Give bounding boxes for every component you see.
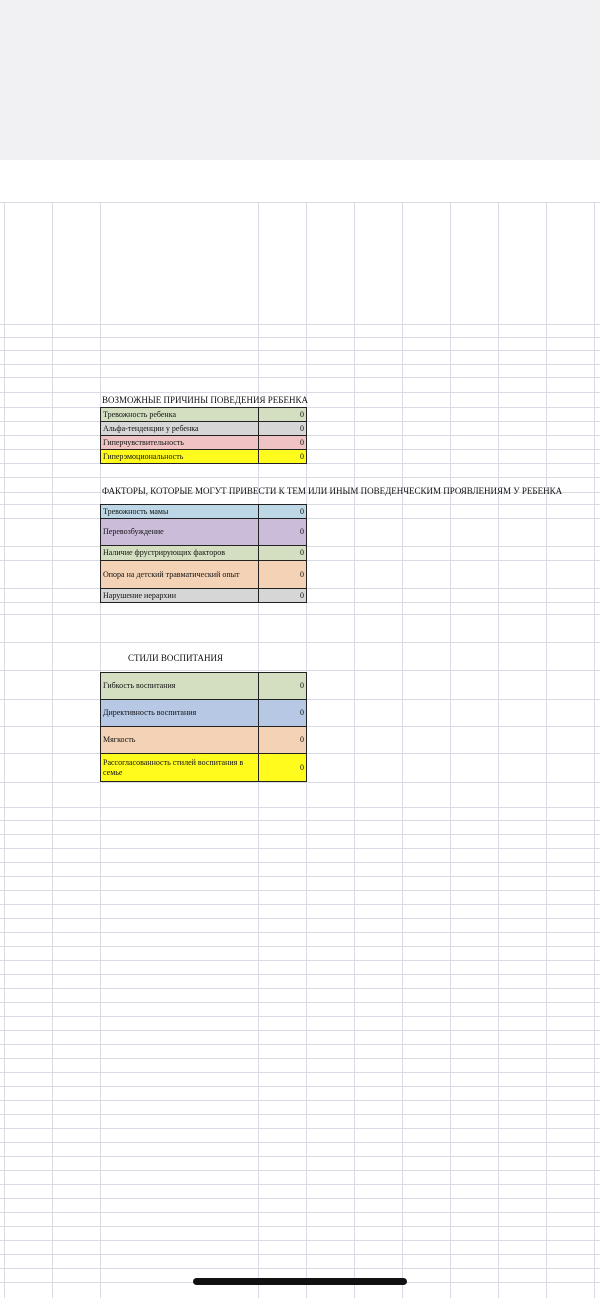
grid-row-line [0, 1044, 600, 1045]
row-value: 0 [300, 681, 304, 690]
grid-row-line [0, 392, 600, 393]
row-label: Гиперэмоциональность [101, 450, 259, 463]
grid-row-line [0, 1198, 600, 1199]
grid-row-line [0, 1086, 600, 1087]
home-indicator[interactable] [193, 1278, 407, 1285]
row-label: Директивность воспитания [101, 700, 259, 726]
table-row[interactable] [100, 672, 307, 700]
grid-row-line [0, 1142, 600, 1143]
grid-row-line [0, 364, 600, 365]
grid-row-line [0, 1212, 600, 1213]
row-label: Опора на детский травматический опыт [101, 561, 259, 588]
grid-row-line [0, 848, 600, 849]
table-row[interactable] [100, 407, 307, 422]
table-row[interactable] [100, 726, 307, 754]
row-value: 0 [300, 590, 304, 600]
grid-row-line [0, 1128, 600, 1129]
row-label: Тревожность мамы [101, 505, 259, 518]
row-label: Гибкость воспитания [101, 673, 259, 699]
grid-row-line [0, 1226, 600, 1227]
row-value: 0 [300, 451, 304, 461]
row-label: Наличие фрустрирующих факторов [101, 546, 259, 560]
grid-row-line [0, 337, 600, 338]
grid-row-line [0, 876, 600, 877]
row-label: Альфа-тенденции у ребенка [101, 422, 259, 435]
row-value: 0 [300, 527, 304, 536]
table-row[interactable] [100, 504, 307, 519]
section-causes-title: ВОЗМОЖНЫЕ ПРИЧИНЫ ПОВЕДЕНИЯ РЕБЕНКА [102, 395, 308, 405]
table-row[interactable] [100, 545, 307, 561]
grid-row-line [0, 1268, 600, 1269]
grid-row-line [0, 1240, 600, 1241]
grid-row-line [0, 1184, 600, 1185]
grid-row-line [0, 974, 600, 975]
table-row[interactable] [100, 560, 307, 589]
row-value: 0 [300, 708, 304, 717]
grid-row-line [0, 904, 600, 905]
grid-row-line [0, 960, 600, 961]
row-label: Гиперчувствительность [101, 436, 259, 449]
row-label: Мягкость [101, 727, 259, 753]
row-label: Рассогласованность стилей воспитания в семье [101, 754, 259, 781]
grid-row-line [0, 642, 600, 643]
grid-row-line [0, 862, 600, 863]
grid-column-line [594, 202, 595, 1298]
row-value: 0 [300, 409, 304, 419]
grid-row-line [0, 820, 600, 821]
grid-row-line [0, 890, 600, 891]
row-value: 0 [300, 548, 304, 557]
grid-row-line [0, 932, 600, 933]
table-row[interactable] [100, 435, 307, 450]
table-row[interactable] [100, 699, 307, 727]
section-factors-title: ФАКТОРЫ, КОТОРЫЕ МОГУТ ПРИВЕСТИ К ТЕМ ИЛИ ИНЫМ ПОВЕДЕНЧЕСКИМ ПРОЯВЛЕНИЯМ У РЕБЕНКА [102, 486, 563, 496]
grid-row-line [0, 670, 600, 671]
grid-column-line [4, 202, 5, 1298]
grid-row-line [0, 614, 600, 615]
grid-column-line [52, 202, 53, 1298]
grid-row-line [0, 918, 600, 919]
row-value: 0 [300, 735, 304, 744]
table-row[interactable] [100, 518, 307, 546]
table-row[interactable] [100, 449, 307, 464]
grid-row-line [0, 377, 600, 378]
grid-row-line [0, 834, 600, 835]
grid-row-line [0, 1016, 600, 1017]
row-label: Тревожность ребенка [101, 408, 259, 421]
grid-row-line [0, 1058, 600, 1059]
top-blank-area [0, 0, 600, 160]
grid-row-line [0, 946, 600, 947]
row-value: 0 [300, 506, 304, 516]
row-value: 0 [300, 437, 304, 447]
row-value: 0 [300, 423, 304, 433]
spreadsheet-grid[interactable] [0, 202, 600, 1298]
grid-row-line [0, 202, 600, 203]
grid-row-line [0, 324, 600, 325]
grid-column-line [354, 202, 355, 1298]
grid-row-line [0, 1254, 600, 1255]
grid-row-line [0, 988, 600, 989]
grid-row-line [0, 1072, 600, 1073]
grid-row-line [0, 350, 600, 351]
grid-row-line [0, 1114, 600, 1115]
grid-row-line [0, 1156, 600, 1157]
table-row[interactable] [100, 588, 307, 603]
row-label: Нарушение иерархии [101, 589, 259, 602]
grid-row-line [0, 1030, 600, 1031]
row-value: 0 [300, 569, 304, 579]
section-styles-title: СТИЛИ ВОСПИТАНИЯ [128, 653, 224, 663]
grid-row-line [0, 782, 600, 783]
row-label: Перевозбуждение [101, 519, 259, 545]
grid-column-line [450, 202, 451, 1298]
table-row[interactable] [100, 421, 307, 436]
grid-column-line [498, 202, 499, 1298]
grid-row-line [0, 1170, 600, 1171]
grid-column-line [402, 202, 403, 1298]
grid-row-line [0, 1100, 600, 1101]
grid-column-line [546, 202, 547, 1298]
table-row[interactable] [100, 753, 307, 782]
grid-row-line [0, 1002, 600, 1003]
row-value: 0 [300, 762, 304, 772]
grid-row-line [0, 807, 600, 808]
grid-row-line [0, 477, 600, 478]
